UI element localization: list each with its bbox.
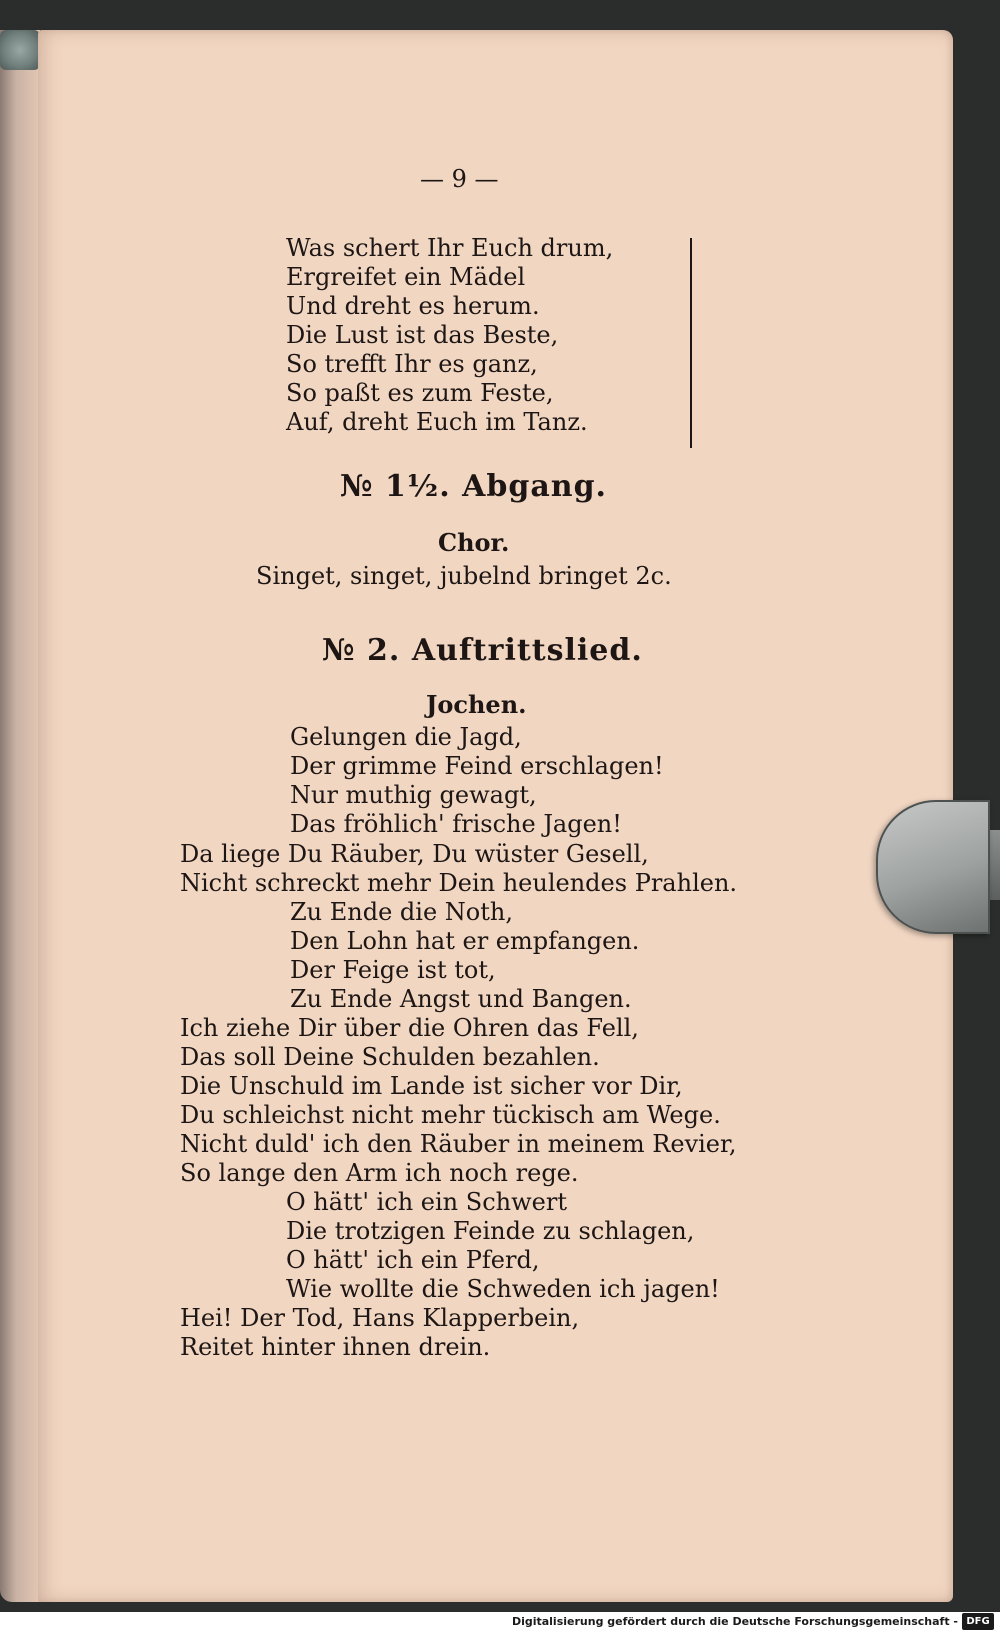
- verse-line: Zu Ende Angst und Bangen.: [290, 985, 632, 1013]
- speaker-chor: Chor.: [438, 528, 510, 557]
- verse-line: Ergreifet ein Mädel: [286, 263, 526, 291]
- verse-line: Den Lohn hat er empfangen.: [290, 927, 640, 955]
- verse-line: Die trotzigen Feinde zu schlagen,: [286, 1217, 695, 1245]
- book-spine: [0, 30, 40, 1602]
- section-heading-abgang: № 1½. Abgang.: [340, 469, 608, 504]
- verse-line: O hätt' ich ein Pferd,: [286, 1246, 540, 1274]
- verse-line: Zu Ende die Noth,: [290, 898, 513, 926]
- verse-line: Hei! Der Tod, Hans Klapperbein,: [180, 1304, 580, 1332]
- verse-line: Wie wollte die Schweden ich jagen!: [286, 1275, 720, 1303]
- verse-line: Was schert Ihr Euch drum,: [286, 234, 614, 262]
- verse-line: Das soll Deine Schulden bezahlen.: [180, 1043, 600, 1071]
- verse-line: Die Lust ist das Beste,: [286, 321, 559, 349]
- verse-line: Der Feige ist tot,: [290, 956, 496, 984]
- verse-line: Ich ziehe Dir über die Ohren das Fell,: [180, 1014, 639, 1042]
- verse-line: Reitet hinter ihnen drein.: [180, 1333, 491, 1361]
- verse-line: Gelungen die Jagd,: [290, 723, 522, 751]
- verse-line: Und dreht es herum.: [286, 292, 540, 320]
- credit-text: Digitalisierung gefördert durch die Deutsche Forschungsgemeinschaft -: [511, 1615, 958, 1628]
- verse-line: Da liege Du Räuber, Du wüster Gesell,: [180, 840, 649, 868]
- verse-line: So paßt es zum Feste,: [286, 379, 554, 407]
- verse-line: Du schleichst nicht mehr tückisch am Wege.: [180, 1101, 721, 1129]
- verse-line: Nicht duld' ich den Räuber in meinem Revier,: [180, 1130, 737, 1158]
- verse-line: Auf, dreht Euch im Tanz.: [286, 408, 588, 436]
- speaker-jochen: Jochen.: [426, 690, 527, 719]
- repeat-bracket: [690, 238, 692, 448]
- verse-line: Der grimme Feind erschlagen!: [290, 752, 664, 780]
- verse-line: Die Unschuld im Lande ist sicher vor Dir,: [180, 1072, 683, 1100]
- page-clip: [876, 800, 990, 934]
- dfg-logo-icon: DFG: [962, 1613, 994, 1630]
- verse-line: O hätt' ich ein Schwert: [286, 1188, 567, 1216]
- verse-line: Nur muthig gewagt,: [290, 781, 537, 809]
- chorus-line: Singet, singet, jubelnd bringet 2c.: [256, 562, 672, 590]
- verse-line: So lange den Arm ich noch rege.: [180, 1159, 579, 1187]
- verse-line: So trefft Ihr es ganz,: [286, 350, 538, 378]
- section-heading-auftrittslied: № 2. Auftrittslied.: [322, 633, 643, 668]
- page-number: — 9 —: [420, 165, 499, 193]
- verse-line: Das fröhlich' frische Jagen!: [290, 810, 622, 838]
- verse-line: Nicht schreckt mehr Dein heulendes Prahlen.: [180, 869, 738, 897]
- binding-corner: [0, 30, 40, 70]
